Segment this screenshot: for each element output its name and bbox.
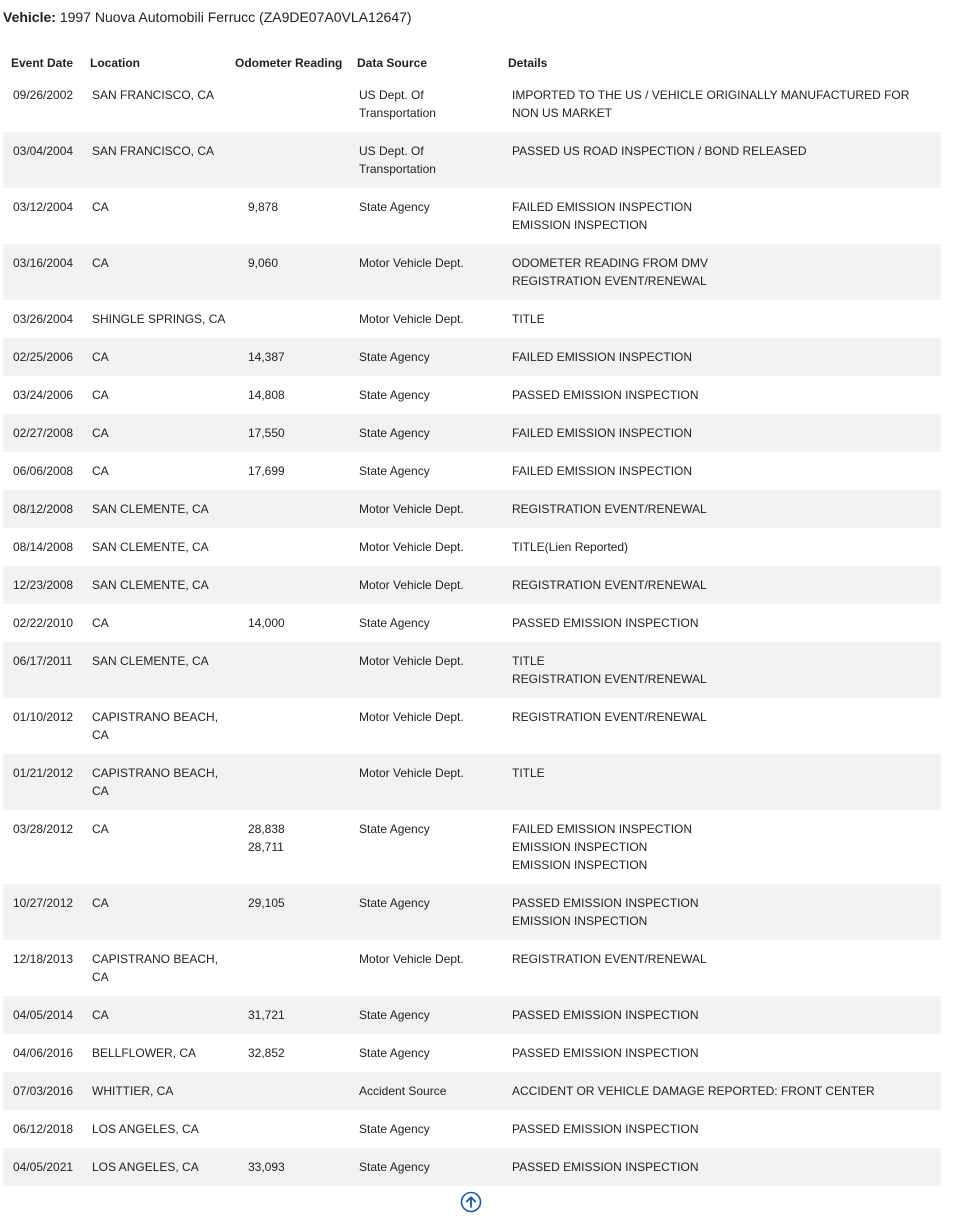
details-cell	[500, 300, 941, 338]
odometer-value: 17,550	[248, 426, 285, 440]
data-source-cell: Accident Source	[349, 1072, 500, 1110]
vehicle-label: Vehicle:	[3, 9, 56, 25]
data-source-cell: Motor Vehicle Dept.	[349, 490, 500, 528]
detail-line: TITLE(Lien Reported)	[512, 540, 629, 554]
odometer-value: 28,838	[248, 822, 285, 836]
odometer-cell	[235, 244, 349, 300]
odometer-cell	[235, 566, 349, 604]
data-source-cell: Motor Vehicle Dept.	[359, 710, 464, 724]
location-cell: CA	[82, 338, 235, 376]
location-cell: LOS ANGELES, CA	[82, 1148, 235, 1186]
detail-line: PASSED EMISSION INSPECTION	[512, 896, 699, 910]
location-cell: SAN FRANCISCO, CA	[82, 132, 235, 188]
event-date-cell: 02/25/2006	[3, 338, 82, 376]
table-row	[3, 566, 941, 604]
odometer-value: 28,711	[248, 840, 284, 854]
odometer-cell	[235, 1034, 349, 1072]
odometer-cell	[235, 1110, 349, 1148]
data-source-cell: Motor Vehicle Dept.	[349, 566, 500, 604]
location-cell: SAN FRANCISCO, CA	[92, 88, 215, 102]
arrow-up-circle-icon	[460, 1191, 482, 1213]
details-cell	[500, 1148, 941, 1186]
detail-line: REGISTRATION EVENT/RENEWAL	[512, 578, 707, 592]
event-date-cell: 04/05/2021	[3, 1148, 82, 1186]
detail-line: PASSED EMISSION INSPECTION	[512, 1046, 699, 1060]
table-row	[3, 414, 941, 452]
event-date-cell: 06/06/2008	[13, 464, 74, 478]
event-date-cell: 06/12/2018	[13, 1122, 74, 1136]
odometer-cell	[235, 698, 349, 754]
event-date-cell: 04/06/2016	[13, 1046, 74, 1060]
detail-line: TITLE	[512, 654, 545, 668]
details-cell	[500, 490, 941, 528]
odometer-cell	[235, 490, 349, 528]
event-date-cell: 03/24/2006	[13, 388, 74, 402]
event-date-cell: 03/12/2004	[13, 200, 74, 214]
odometer-cell	[235, 1072, 349, 1110]
data-source-cell: State Agency	[349, 884, 500, 940]
table-row	[3, 698, 941, 754]
table-row	[3, 1034, 941, 1072]
table-row	[3, 188, 941, 244]
odometer-cell	[235, 414, 349, 452]
detail-line: EMISSION INSPECTION	[512, 914, 648, 928]
odometer-cell	[235, 188, 349, 244]
table-row	[3, 528, 941, 566]
detail-line: ACCIDENT OR VEHICLE DAMAGE REPORTED: FRONT CENTER	[512, 1084, 875, 1098]
history-table-body	[3, 76, 941, 1186]
odometer-value: 9,060	[248, 256, 279, 270]
data-source-cell: Motor Vehicle Dept.	[349, 244, 500, 300]
table-row	[3, 1072, 941, 1110]
location-cell: CA	[92, 388, 109, 402]
event-date-cell: 03/28/2012	[13, 822, 74, 836]
header-event-date: Event Date	[11, 56, 74, 70]
data-source-cell: State Agency	[349, 414, 500, 452]
detail-line: FAILED EMISSION INSPECTION	[512, 350, 693, 364]
location-cell: CA	[82, 884, 235, 940]
odometer-value: 14,808	[248, 388, 285, 402]
location-cell: CAPISTRANO BEACH, CA	[92, 952, 219, 984]
location-cell: SHINGLE SPRINGS, CA	[92, 312, 226, 326]
details-cell	[500, 940, 941, 996]
odometer-cell	[235, 132, 349, 188]
data-source-cell: State Agency	[359, 388, 430, 402]
table-row	[3, 452, 941, 490]
data-source-cell: State Agency	[349, 338, 500, 376]
location-cell: CA	[82, 414, 235, 452]
table-row	[3, 376, 941, 414]
odometer-value: 32,852	[248, 1046, 285, 1060]
detail-line: PASSED EMISSION INSPECTION	[512, 388, 699, 402]
details-cell	[500, 604, 941, 642]
data-source-cell: US Dept. Of Transportation	[349, 132, 500, 188]
details-cell	[500, 810, 941, 884]
details-cell	[500, 754, 941, 810]
detail-line: FAILED EMISSION INSPECTION	[512, 822, 693, 836]
data-source-cell: State Agency	[359, 200, 430, 214]
odometer-value: 31,721	[248, 1008, 285, 1022]
details-cell	[500, 566, 941, 604]
table-row	[3, 244, 941, 300]
odometer-cell	[235, 528, 349, 566]
table-row	[3, 940, 941, 996]
table-row	[3, 338, 941, 376]
history-table	[3, 38, 941, 1186]
table-row	[3, 810, 941, 884]
event-date-cell: 03/26/2004	[13, 312, 74, 326]
table-row	[3, 300, 941, 338]
odometer-value: 33,093	[248, 1160, 285, 1174]
odometer-value: 9,878	[248, 200, 279, 214]
location-cell: SAN CLEMENTE, CA	[82, 642, 235, 698]
details-cell	[500, 414, 941, 452]
odometer-cell	[235, 452, 349, 490]
event-date-cell: 02/22/2010	[13, 616, 74, 630]
detail-line: REGISTRATION EVENT/RENEWAL	[512, 274, 707, 288]
data-source-cell: State Agency	[359, 464, 430, 478]
event-date-cell: 09/26/2002	[13, 88, 74, 102]
table-row	[3, 132, 941, 188]
odometer-value: 14,000	[248, 616, 285, 630]
location-cell: CA	[82, 996, 235, 1034]
odometer-cell	[235, 642, 349, 698]
detail-line: IMPORTED TO THE US / VEHICLE ORIGINALLY MANUFACTURED FOR NON US MARKET	[512, 88, 910, 120]
table-row	[3, 754, 941, 810]
details-cell	[500, 528, 941, 566]
detail-line: FAILED EMISSION INSPECTION	[512, 464, 693, 478]
data-source-cell: State Agency	[349, 996, 500, 1034]
event-date-cell: 03/16/2004	[3, 244, 82, 300]
data-source-cell: State Agency	[359, 1122, 430, 1136]
data-source-cell: Motor Vehicle Dept.	[359, 952, 464, 966]
odometer-value: 14,387	[248, 350, 285, 364]
table-row	[3, 996, 941, 1034]
details-cell	[500, 996, 941, 1034]
location-cell: CA	[92, 822, 109, 836]
header-odometer: Odometer Reading	[235, 56, 343, 70]
table-row	[3, 604, 941, 642]
details-cell	[500, 376, 941, 414]
header-details: Details	[508, 56, 548, 70]
details-cell	[500, 1034, 941, 1072]
location-cell: CA	[82, 244, 235, 300]
odometer-value: 29,105	[248, 896, 285, 910]
event-date-cell: 08/14/2008	[13, 540, 74, 554]
detail-line: ODOMETER READING FROM DMV	[512, 256, 709, 270]
detail-line: TITLE	[512, 312, 545, 326]
data-source-cell: Motor Vehicle Dept.	[349, 754, 500, 810]
data-source-cell: State Agency	[359, 1046, 430, 1060]
detail-line: REGISTRATION EVENT/RENEWAL	[512, 502, 707, 516]
detail-line: EMISSION INSPECTION	[512, 858, 648, 872]
data-source-cell: State Agency	[359, 616, 430, 630]
table-header-row	[3, 38, 941, 76]
table-row	[3, 76, 941, 132]
event-date-cell: 08/12/2008	[3, 490, 82, 528]
detail-line: FAILED EMISSION INSPECTION	[512, 200, 693, 214]
table-row	[3, 1148, 941, 1186]
event-date-cell: 02/27/2008	[3, 414, 82, 452]
location-cell: CA	[92, 616, 109, 630]
event-date-cell: 01/10/2012	[13, 710, 74, 724]
details-cell	[500, 884, 941, 940]
details-cell	[500, 1110, 941, 1148]
details-cell	[500, 244, 941, 300]
table-row	[3, 1110, 941, 1148]
location-cell: WHITTIER, CA	[82, 1072, 235, 1110]
odometer-cell	[235, 376, 349, 414]
event-date-cell: 01/21/2012	[3, 754, 82, 810]
detail-line: PASSED EMISSION INSPECTION	[512, 1160, 699, 1174]
location-cell: CA	[92, 200, 109, 214]
details-cell	[500, 132, 941, 188]
table-row	[3, 642, 941, 698]
location-cell: LOS ANGELES, CA	[92, 1122, 199, 1136]
header-data-source: Data Source	[357, 56, 428, 70]
vehicle-heading	[3, 8, 412, 26]
event-date-cell: 06/17/2011	[3, 642, 82, 698]
detail-line: EMISSION INSPECTION	[512, 840, 648, 854]
odometer-cell	[235, 754, 349, 810]
data-source-cell: Motor Vehicle Dept.	[359, 312, 464, 326]
location-cell: SAN CLEMENTE, CA	[82, 566, 235, 604]
detail-line: REGISTRATION EVENT/RENEWAL	[512, 672, 707, 686]
detail-line: REGISTRATION EVENT/RENEWAL	[512, 710, 707, 724]
data-source-cell: Motor Vehicle Dept.	[349, 642, 500, 698]
detail-line: FAILED EMISSION INSPECTION	[512, 426, 693, 440]
event-date-cell: 03/04/2004	[3, 132, 82, 188]
data-source-cell: State Agency	[359, 822, 430, 836]
details-cell	[500, 188, 941, 244]
location-cell: BELLFLOWER, CA	[92, 1046, 197, 1060]
details-cell	[500, 642, 941, 698]
data-source-cell: Motor Vehicle Dept.	[359, 540, 464, 554]
event-date-cell: 10/27/2012	[3, 884, 82, 940]
odometer-cell	[235, 76, 349, 132]
odometer-cell	[235, 996, 349, 1034]
location-cell: SAN CLEMENTE, CA	[92, 540, 209, 554]
event-date-cell: 07/03/2016	[3, 1072, 82, 1110]
event-date-cell: 12/18/2013	[13, 952, 74, 966]
data-source-cell: US Dept. Of Transportation	[359, 88, 436, 120]
details-cell	[500, 338, 941, 376]
detail-line: REGISTRATION EVENT/RENEWAL	[512, 952, 707, 966]
detail-line: PASSED EMISSION INSPECTION	[512, 1122, 699, 1136]
odometer-value: 17,699	[248, 464, 285, 478]
odometer-cell	[235, 810, 349, 884]
odometer-cell	[235, 1148, 349, 1186]
odometer-cell	[235, 604, 349, 642]
details-cell	[500, 76, 941, 132]
back-to-top-button[interactable]	[460, 1191, 482, 1213]
location-cell: SAN CLEMENTE, CA	[82, 490, 235, 528]
location-cell: CAPISTRANO BEACH, CA	[82, 754, 235, 810]
odometer-cell	[235, 940, 349, 996]
vehicle-description: 1997 Nuova Automobili Ferrucc (ZA9DE07A0VLA12647)	[59, 9, 412, 25]
details-cell	[500, 452, 941, 490]
table-row	[3, 490, 941, 528]
detail-line: PASSED EMISSION INSPECTION	[512, 1008, 699, 1022]
odometer-cell	[235, 884, 349, 940]
header-location: Location	[90, 56, 140, 70]
location-cell: CAPISTRANO BEACH, CA	[92, 710, 219, 742]
data-source-cell: State Agency	[349, 1148, 500, 1186]
odometer-cell	[235, 300, 349, 338]
detail-line: PASSED US ROAD INSPECTION / BOND RELEASED	[512, 144, 807, 158]
details-cell	[500, 698, 941, 754]
detail-line: EMISSION INSPECTION	[512, 218, 648, 232]
detail-line: PASSED EMISSION INSPECTION	[512, 616, 699, 630]
details-cell	[500, 1072, 941, 1110]
event-date-cell: 12/23/2008	[3, 566, 82, 604]
event-date-cell: 04/05/2014	[3, 996, 82, 1034]
odometer-cell	[235, 338, 349, 376]
table-row	[3, 884, 941, 940]
location-cell: CA	[92, 464, 109, 478]
detail-line: TITLE	[512, 766, 545, 780]
